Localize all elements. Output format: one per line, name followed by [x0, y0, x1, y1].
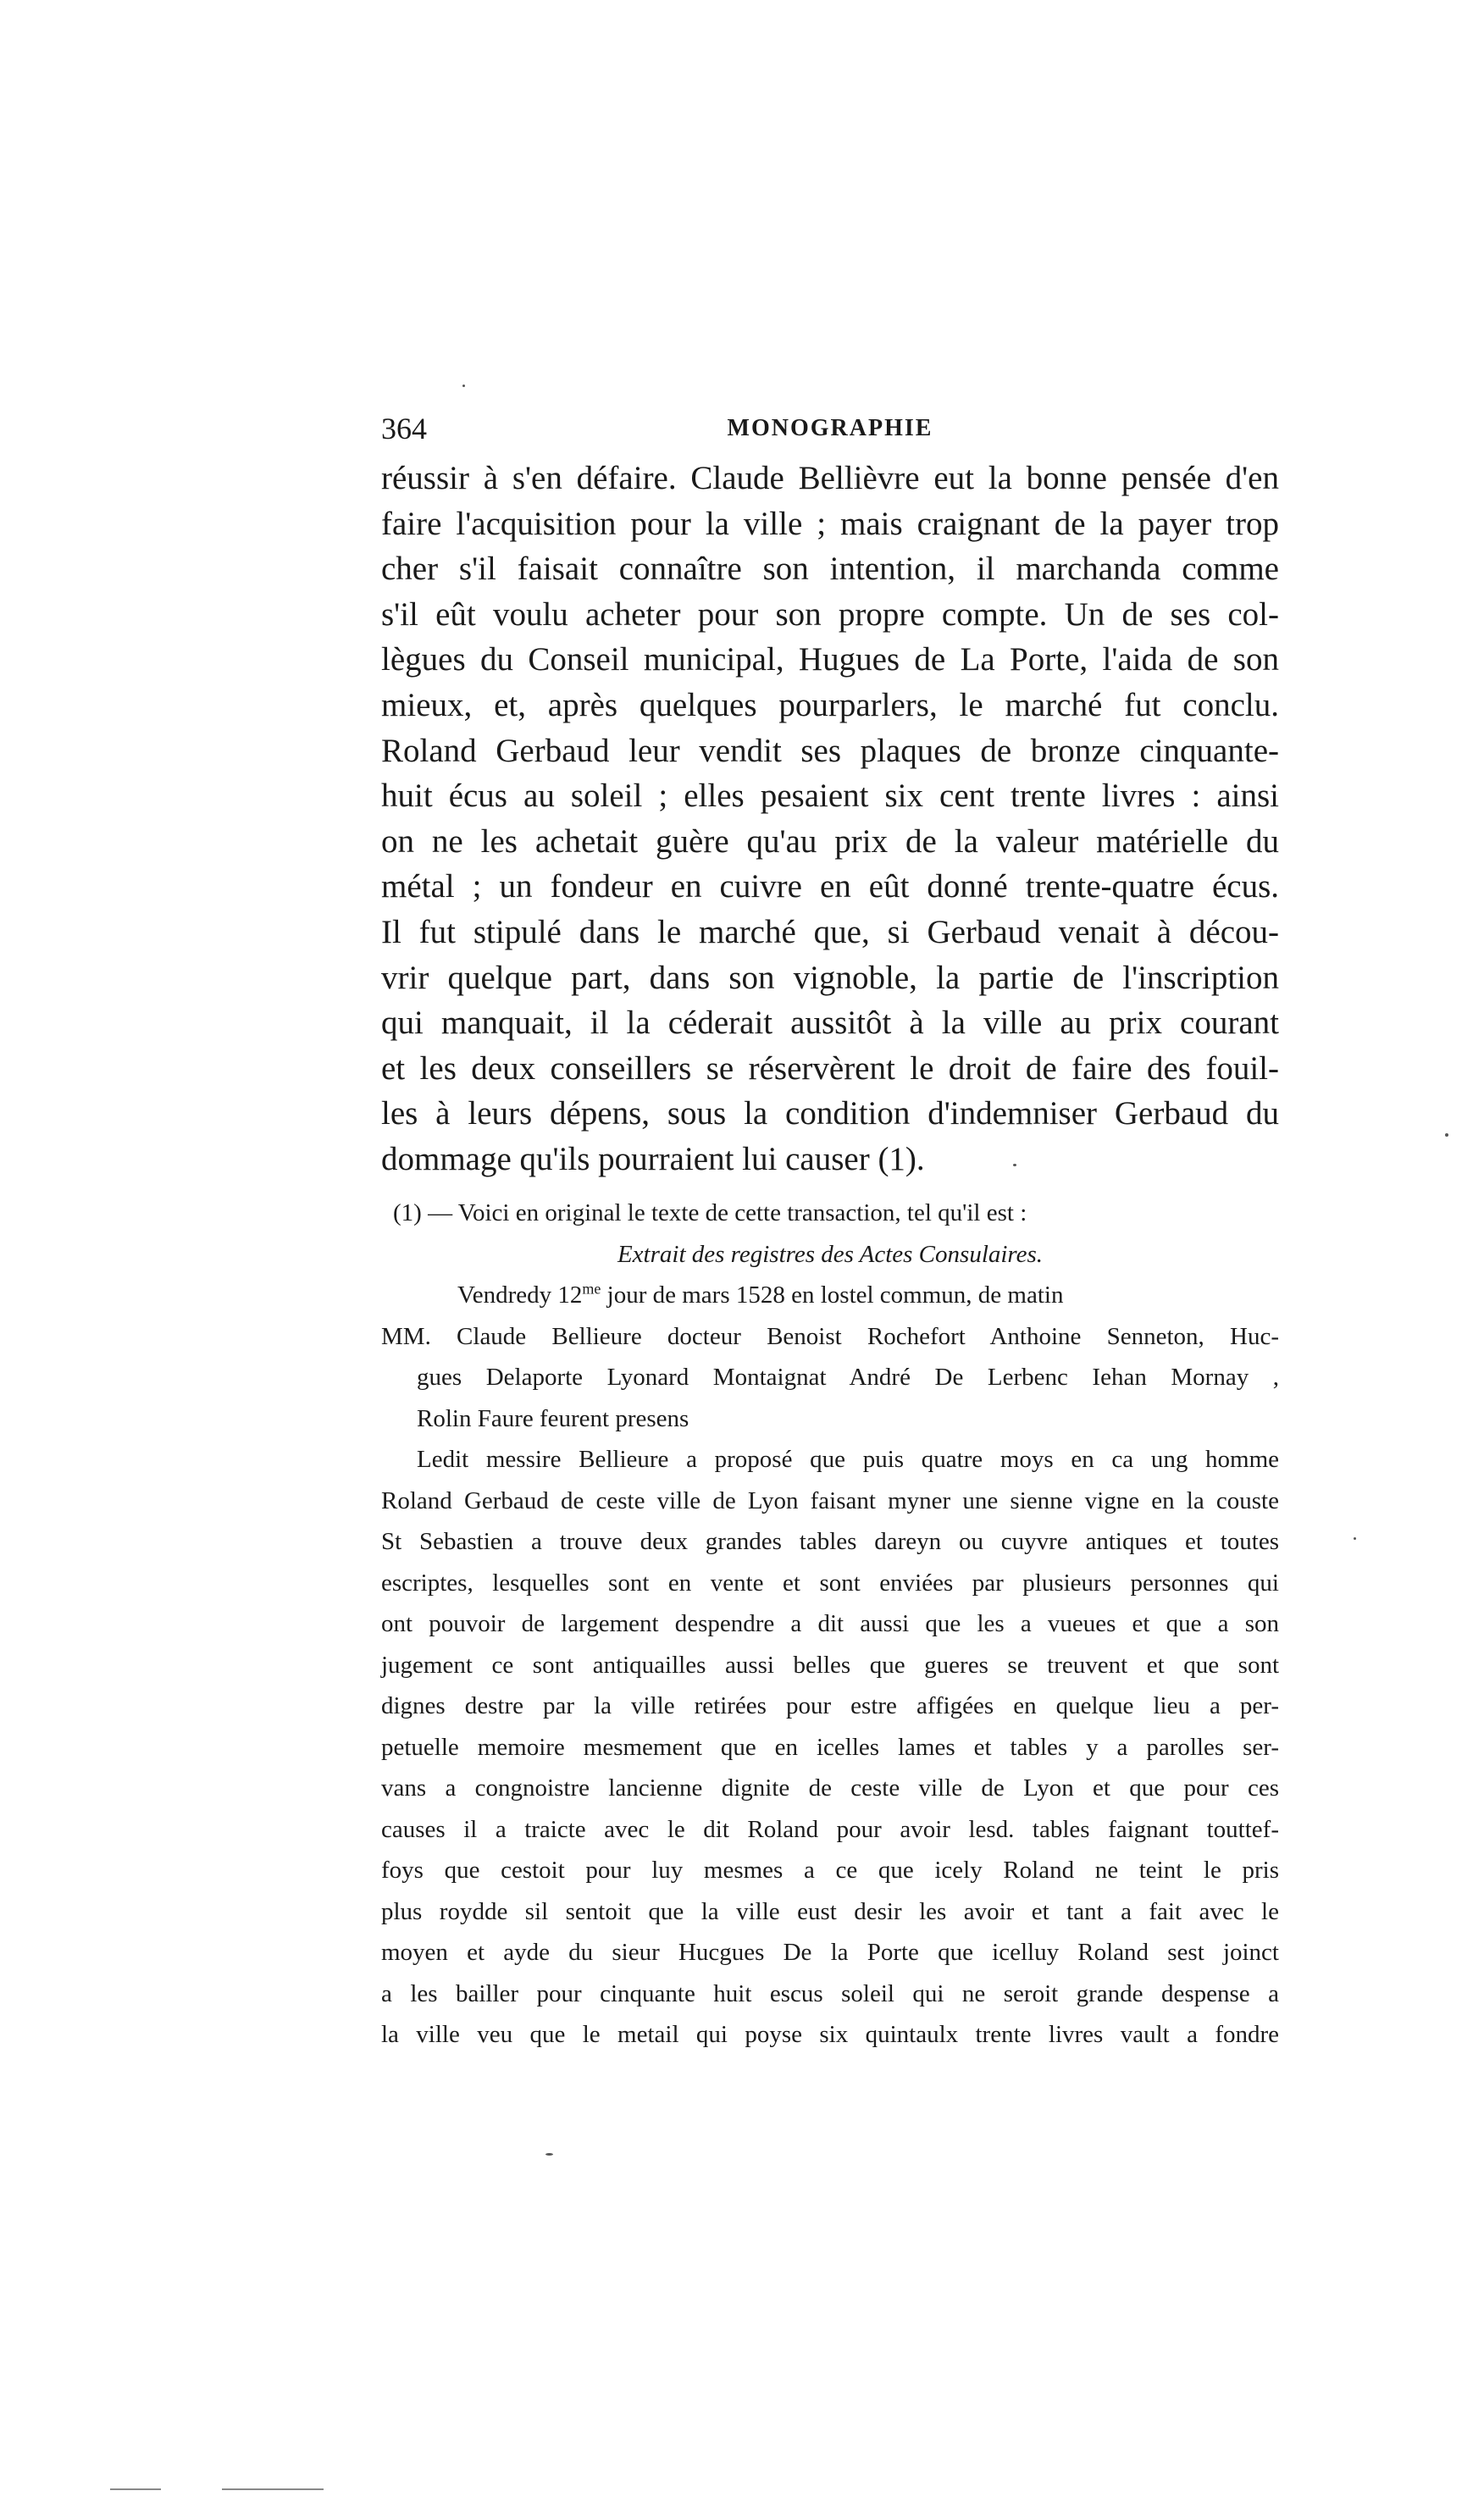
- body-line: qui manquait, il la céderait aussitôt à la ville au prix courant: [381, 1005, 1279, 1042]
- footnote-transcript-line: a les bailler pour cinquante huit escus soleil qui ne seroit grande despense a: [381, 1979, 1279, 2007]
- footnote-transcript-line: moyen et ayde du sieur Hucgues De la Porte que icelluy Roland sest joinct: [381, 1939, 1279, 1966]
- scan-speck: [1354, 1537, 1356, 1540]
- footnote-transcript-line: la ville veu que le metail qui poyse six quintaulx trente livres vault a fondre: [381, 2021, 1279, 2048]
- scan-speck: [545, 2153, 553, 2156]
- date-text-before: Vendredy 12: [457, 1281, 583, 1309]
- body-line: Il fut stipulé dans le marché que, si Gerbaud venait à décou-: [381, 913, 1279, 950]
- body-line: faire l'acquisition pour la ville ; mais craignant de la payer trop: [381, 505, 1279, 542]
- page-header: [381, 405, 1279, 452]
- body-line: métal ; un fondeur en cuivre en eût donné trente-quatre écus.: [381, 868, 1279, 905]
- scan-rule: [110, 2488, 161, 2490]
- footnote-transcript-line: vans a congnoistre lancienne dignite de ceste ville de Lyon et que pour ces: [381, 1774, 1279, 1802]
- body-line: cher s'il faisait connaître son intention, il marchanda comme: [381, 551, 1279, 588]
- body-line: mieux, et, après quelques pourparlers, le marché fut conclu.: [381, 686, 1279, 723]
- footnote-attendees-line: Rolin Faure feurent presens: [417, 1404, 689, 1432]
- main-paragraph: [381, 456, 1279, 1182]
- footnote: [381, 1193, 1279, 2056]
- running-title: MONOGRAPHIE: [727, 415, 933, 441]
- footnote-attendees-line: gues Delaporte Lyonard Montaignat André De Lerbenc Iehan Mornay ,: [417, 1364, 1279, 1391]
- page-number: 364: [381, 412, 427, 446]
- footnote-date-line: [381, 1275, 1279, 1316]
- scan-speck: [462, 385, 465, 387]
- footnote-transcript-line: foys que cestoit pour luy mesmes a ce que icely Roland ne teint le pris: [381, 1857, 1279, 1884]
- body-line: les à leurs dépens, sous la condition d'indemniser Gerbaud du: [381, 1095, 1279, 1132]
- footnote-transcript-line: jugement ce sont antiquailles aussi belles que gueres se treuvent et que sont: [381, 1651, 1279, 1679]
- body-line: lègues du Conseil municipal, Hugues de La Porte, l'aida de son: [381, 641, 1279, 678]
- footnote-transcript-line: dignes destre par la ville retirées pour estre affigées en quelque lieu a per-: [381, 1692, 1279, 1719]
- footnote-transcript-line: plus roydde sil sentoit que la ville eust desir les avoir et tant a fait avec le: [381, 1897, 1279, 1925]
- body-line: vrir quelque part, dans son vignoble, la partie de l'inscription: [381, 959, 1279, 996]
- footnote-transcript-line: Roland Gerbaud de ceste ville de Lyon faisant myner une sienne vigne en la couste: [381, 1486, 1279, 1514]
- footnote-transcript-line: Ledit messire Bellieure a proposé que puis quatre moys en ca ung homme: [417, 1446, 1279, 1473]
- body-line: réussir à s'en défaire. Claude Bellièvre eut la bonne pensée d'en: [381, 460, 1279, 496]
- scan-rule: [222, 2488, 324, 2490]
- scan-speck: [1445, 1133, 1448, 1137]
- footnote-transcript-line: escriptes, lesquelles sont en vente et sont enviées par plusieurs personnes qui: [381, 1569, 1279, 1597]
- scan-speck: [1013, 1164, 1016, 1166]
- body-line: s'il eût voulu acheter pour son propre compte. Un de ses col-: [381, 595, 1279, 633]
- footnote-attendees-line: MM. Claude Bellieure docteur Benoist Rochefort Anthoine Senneton, Huc-: [381, 1322, 1279, 1350]
- date-superscript: me: [582, 1280, 601, 1298]
- footnote-transcript-line: causes il a traicte avec le dit Roland pour avoir lesd. tables faignant touttef-: [381, 1815, 1279, 1843]
- footnote-intro: (1) — Voici en original le texte de cette transaction, tel qu'il est :: [393, 1199, 1027, 1226]
- body-line: et les deux conseillers se réservèrent le droit de faire des fouil-: [381, 1049, 1279, 1087]
- footnote-transcript-line: St Sebastien a trouve deux grandes tables dareyn ou cuyvre antiques et toutes: [381, 1528, 1279, 1555]
- body-line: on ne les achetait guère qu'au prix de la valeur matérielle du: [381, 822, 1279, 860]
- footnote-transcript-line: petuelle memoire mesmement que en icelles lames et tables y a parolles ser-: [381, 1733, 1279, 1761]
- body-line: dommage qu'ils pourraient lui causer (1).: [381, 1140, 925, 1177]
- body-line: huit écus au soleil ; elles pesaient six cent trente livres : ainsi: [381, 778, 1279, 815]
- body-line: Roland Gerbaud leur vendit ses plaques de bronze cinquante-: [381, 732, 1279, 769]
- footnote-source-title: Extrait des registres des Actes Consulaires.: [617, 1240, 1044, 1268]
- footnote-transcript-line: ont pouvoir de largement despendre a dit aussi que les a vueues et que a son: [381, 1610, 1279, 1637]
- date-text-after: jour de mars 1528 en lostel commun, de matin: [601, 1281, 1064, 1309]
